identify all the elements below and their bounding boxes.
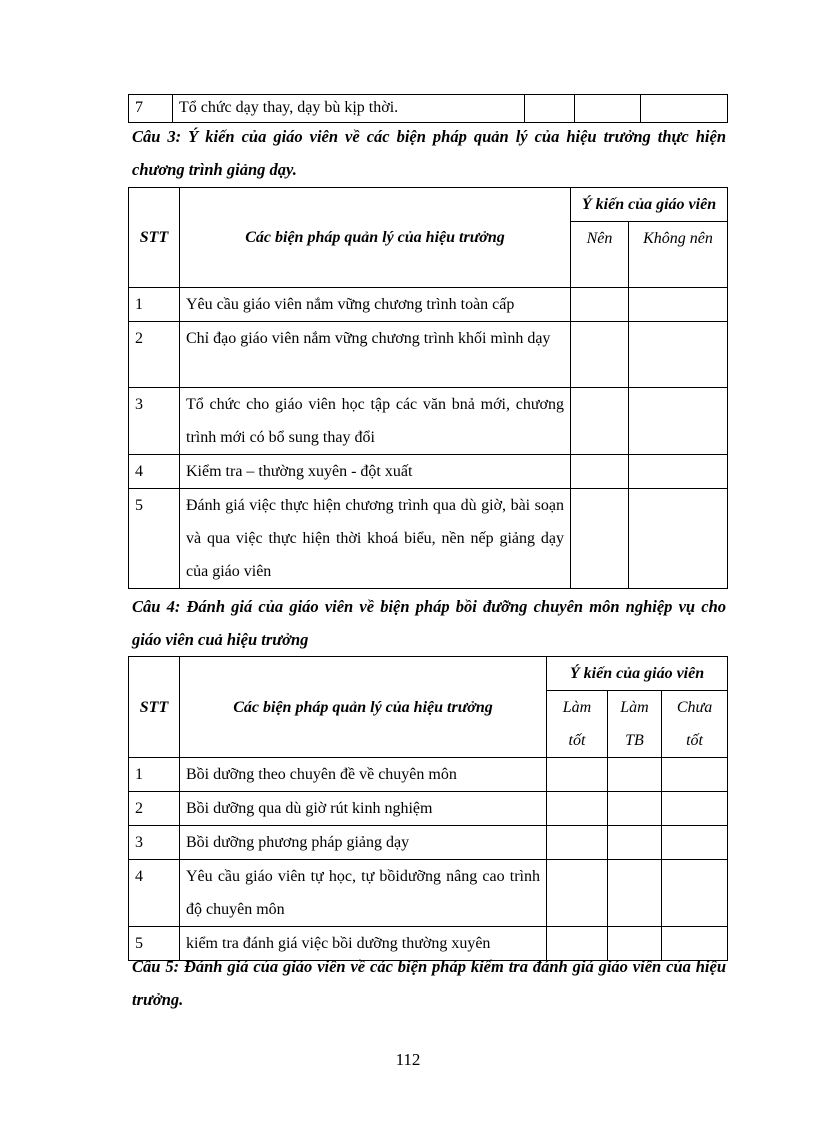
- row-number: 5: [129, 927, 180, 961]
- row-number: 3: [129, 388, 180, 455]
- opinion-header: Ý kiến của giáo viên: [547, 657, 728, 691]
- stt-header: STT: [129, 188, 180, 288]
- row-text: kiểm tra đánh giá việc bồi dưỡng thường xuyên: [180, 927, 547, 961]
- row-number: 2: [129, 792, 180, 826]
- question-3-table: [128, 187, 728, 589]
- table-row: [129, 455, 728, 489]
- table-row: [129, 489, 728, 589]
- page-number: 112: [395, 1050, 421, 1069]
- row-number: 2: [129, 322, 180, 388]
- row-number: 5: [129, 489, 180, 589]
- col-lam-tot-header: Làm tốt: [547, 691, 608, 758]
- stt-header: STT: [129, 657, 180, 758]
- question-4-table: [128, 656, 728, 961]
- table-row: [129, 860, 728, 927]
- measures-header: Các biện pháp quản lý của hiệu trưởng: [180, 657, 547, 758]
- col-nen-header: Nên: [571, 222, 629, 288]
- question-3-heading: Câu 3: Ý kiến của giáo viên về các biện pháp quản lý của hiệu trưởng thực hiện chương trình giảng dạy.: [132, 127, 726, 179]
- col-lam-tb-header: Làm TB: [608, 691, 662, 758]
- row-text: Bồi dưỡng qua dù giờ rút kinh nghiệm: [180, 792, 547, 826]
- table-row: [129, 95, 728, 123]
- row-text: Chỉ đạo giáo viên nắm vững chương trình khối mình dạy: [180, 322, 571, 388]
- row-text: Yêu cầu giáo viên tự học, tự bồidưỡng nâng cao trình độ chuyên môn: [180, 860, 547, 927]
- row-text: Tổ chức cho giáo viên học tập các văn bnả mới, chương trình mới có bổ sung thay đổi: [180, 388, 571, 455]
- row-text: Bồi dưỡng theo chuyên đề về chuyên môn: [180, 758, 547, 792]
- table-row: [129, 758, 728, 792]
- row-number: 4: [129, 455, 180, 489]
- top-table: [128, 94, 728, 123]
- question-4-heading: Câu 4: Đánh giá của giáo viên về biện pháp bồi đưỡng chuyên môn nghiệp vụ cho giáo viên cuả hiệu trưởng: [132, 597, 726, 649]
- row-number: 3: [129, 826, 180, 860]
- row-text: Tổ chức dạy thay, dạy bù kịp thời.: [173, 95, 525, 123]
- col-khong-nen-header: Không nên: [629, 222, 728, 288]
- row-number: 1: [129, 288, 180, 322]
- measures-header: Các biện pháp quản lý của hiệu trưởng: [180, 188, 571, 288]
- table-row: [129, 826, 728, 860]
- question-5-heading: Câu 5: Đánh giá của giáo viên về các biện pháp kiểm tra đánh giá giáo viên của hiệu trưởng.: [132, 957, 726, 1009]
- table-row: [129, 322, 728, 388]
- row-number: 1: [129, 758, 180, 792]
- col-chua-tot-header: Chưa tốt: [662, 691, 728, 758]
- table-row: [129, 792, 728, 826]
- table-row: [129, 288, 728, 322]
- row-text: Kiểm tra – thường xuyên - đột xuất: [180, 455, 571, 489]
- row-number: 4: [129, 860, 180, 927]
- row-number: 7: [129, 95, 173, 123]
- table-row: [129, 388, 728, 455]
- row-text: Bồi dưỡng phương pháp giảng dạy: [180, 826, 547, 860]
- row-text: Đánh giá việc thực hiện chương trình qua dù giờ, bài soạn và qua việc thực hiện thời khoá biểu, nền nếp giảng dạy của giáo viên: [180, 489, 571, 589]
- row-text: Yêu cầu giáo viên nắm vững chương trình toàn cấp: [180, 288, 571, 322]
- opinion-header: Ý kiến của giáo viên: [571, 188, 728, 222]
